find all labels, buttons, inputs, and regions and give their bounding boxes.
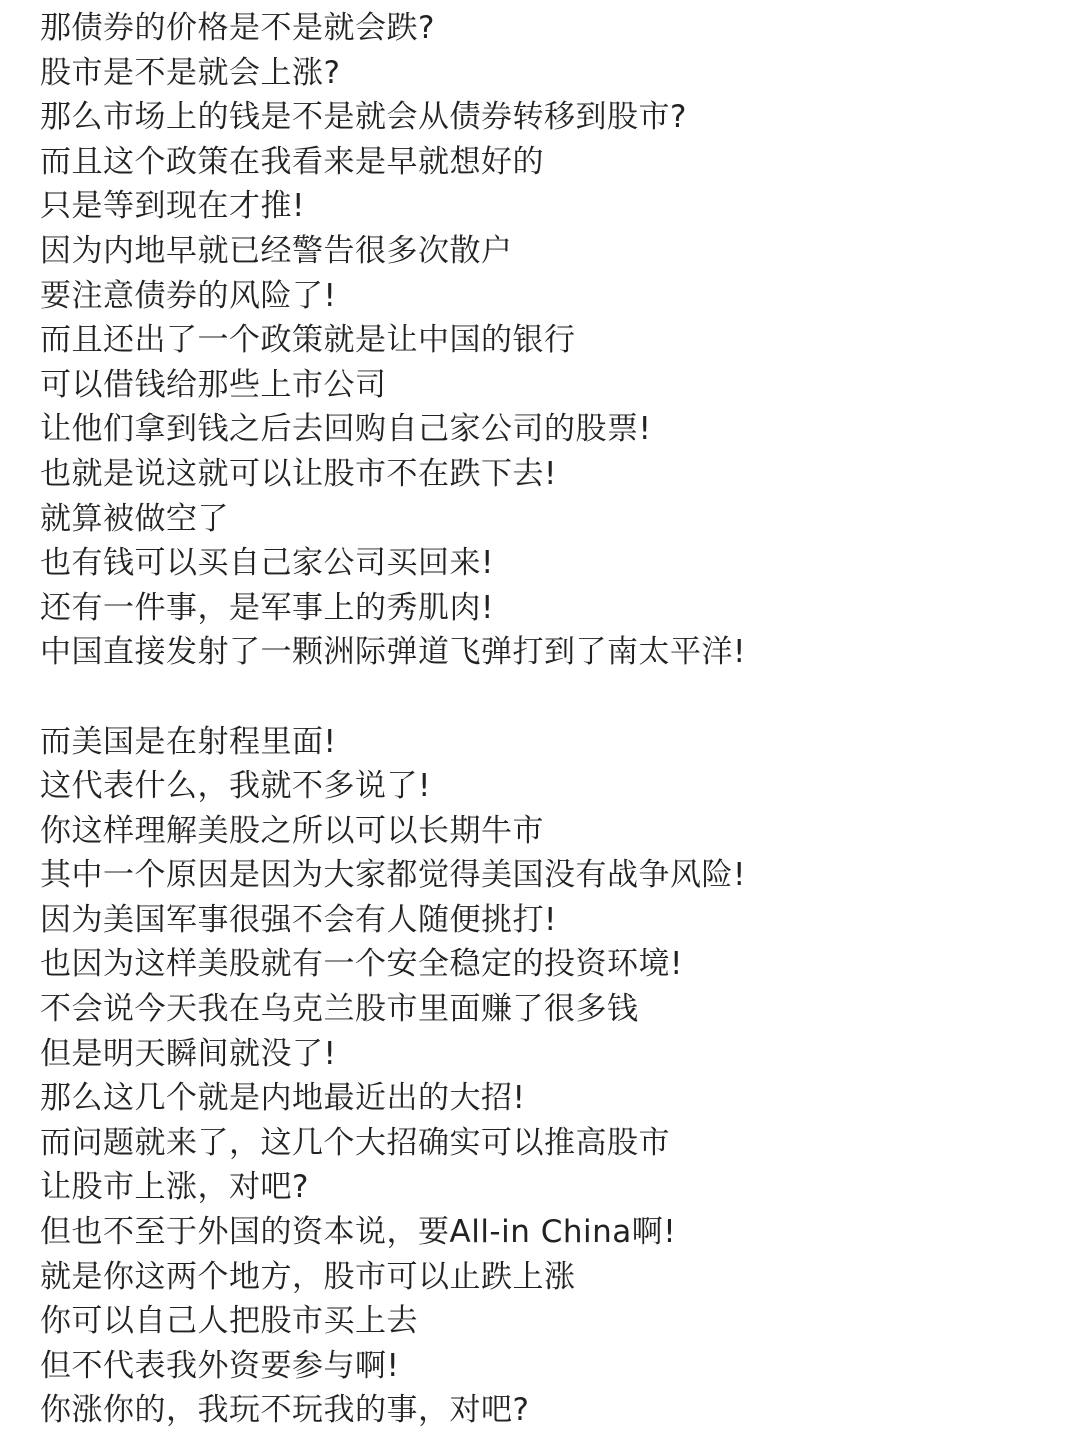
paragraph-1 <box>40 6 1060 675</box>
text-line: 而且这个政策在我看来是早就想好的 <box>40 143 544 180</box>
text-line: 而问题就来了，这几个大招确实可以推高股市 <box>40 1124 670 1161</box>
text-line: 那么这几个就是内地最近出的大招! <box>40 1080 526 1117</box>
text-line: 中国直接发射了一颗洲际弹道飞弹打到了南太平洋! <box>40 634 746 671</box>
text-line: 就算被做空了 <box>40 500 229 537</box>
text-line: 也因为这样美股就有一个安全稳定的投资环境! <box>40 946 683 983</box>
text-line: 但不代表我外资要参与啊! <box>40 1347 400 1384</box>
text-line: 也有钱可以买自己家公司买回来! <box>40 545 494 582</box>
text-line: 股市是不是就会上涨? <box>40 54 341 91</box>
post-text <box>40 6 1060 1433</box>
text-line: 这代表什么，我就不多说了! <box>40 768 431 805</box>
text-line: 你涨你的，我玩不玩我的事，对吧? <box>40 1392 530 1429</box>
text-line: 其中一个原因是因为大家都觉得美国没有战争风险! <box>40 857 746 894</box>
text-line: 不会说今天我在乌克兰股市里面赚了很多钱 <box>40 991 639 1028</box>
text-line: 可以借钱给那些上市公司 <box>40 366 387 403</box>
text-line: 而且还出了一个政策就是让中国的银行 <box>40 322 576 359</box>
text-line: 也就是说这就可以让股市不在跌下去! <box>40 455 557 492</box>
text-line: 让他们拿到钱之后去回购自己家公司的股票! <box>40 411 652 448</box>
text-line: 但是明天瞬间就没了! <box>40 1035 337 1072</box>
text-line: 而美国是在射程里面! <box>40 723 337 760</box>
text-line: 要注意债券的风险了! <box>40 277 337 314</box>
text-line: 就是你这两个地方，股市可以止跌上涨 <box>40 1258 576 1295</box>
text-line: 那么市场上的钱是不是就会从债券转移到股市? <box>40 99 687 136</box>
text-line: 因为美国军事很强不会有人随便挑打! <box>40 901 557 938</box>
text-line: 但也不至于外国的资本说，要All-in China啊! <box>40 1214 677 1251</box>
text-line: 你这样理解美股之所以可以长期牛市 <box>40 812 544 849</box>
paragraph-gap <box>40 675 1060 720</box>
text-line: 让股市上涨，对吧? <box>40 1169 309 1206</box>
text-line: 只是等到现在才推! <box>40 188 305 225</box>
paragraph-2 <box>40 720 1060 1434</box>
text-line: 那债券的价格是不是就会跌? <box>40 10 435 46</box>
text-line: 因为内地早就已经警告很多次散户 <box>40 232 513 269</box>
text-line: 还有一件事，是军事上的秀肌肉! <box>40 589 494 626</box>
text-line: 你可以自己人把股市买上去 <box>40 1303 418 1340</box>
